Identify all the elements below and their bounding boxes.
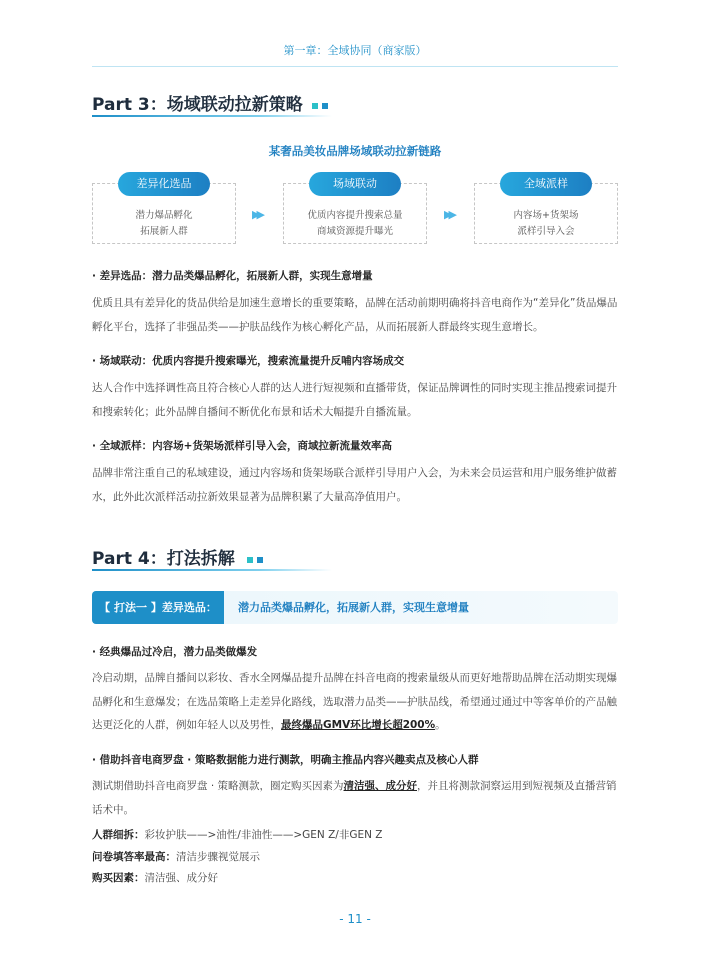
- paragraph-text: ，并且将测款洞察运用到短视频及直播营销话术中。: [92, 780, 617, 816]
- method-band-text: 潜力品类爆品孵化，拓展新人群，实现生意增量: [238, 601, 469, 614]
- fact-row: [92, 849, 260, 864]
- fact-row: [92, 827, 382, 842]
- fact-row: [92, 870, 218, 885]
- flow-arrow-icon: ▶▶: [252, 208, 261, 221]
- title-decor-square: [312, 103, 318, 109]
- title-decor-square: [247, 557, 253, 563]
- header-divider: [92, 66, 618, 67]
- paragraph-text: 冷启动期，品牌自播间以彩妆、香水全网爆品提升品牌在抖音电商的搜索量级从而更好地帮助品牌在活动期实现爆品孵化和生意爆发；在选品策略上走差异化路线，选取潜力品类——护肤品线，希望通过通过中等客单价的产品触达更泛化的人群，例如年轻人以及男性，: [92, 672, 617, 731]
- fact-key: 问卷填答率最高：: [92, 851, 176, 863]
- highlight-text: 清洁强、成分好: [343, 780, 418, 792]
- flow-step-tag: 全域派样: [500, 172, 592, 196]
- section-heading: · 借助抖音电商罗盘 · 策略数据能力进行测款，明确主推品内容兴趣卖点及核心人群: [92, 754, 479, 766]
- section-paragraph: [92, 667, 622, 738]
- title-decor-square: [257, 557, 263, 563]
- fact-value: 清洁步骤视觉展示: [176, 851, 260, 863]
- section-paragraph: 品牌非常注重自己的私域建设，通过内容场和货架场联合派样引导用户入会，为未来会员运营和用户服务维护做蓄水，此外此次派样活动拉新效果显著为品牌积累了大量高净值用户。: [92, 467, 617, 503]
- paragraph-text: 。: [435, 719, 446, 731]
- paragraph-text: 测试期借助抖音电商罗盘 · 策略测款，圈定购买因素为: [92, 780, 344, 792]
- part3-title: Part 3：场域联动拉新策略: [92, 95, 303, 115]
- fact-value: 清洁强、成分好: [144, 872, 218, 884]
- part4-title: Part 4：打法拆解: [92, 549, 235, 569]
- highlight-text: 最终爆品GMV环比增长超200%: [281, 719, 436, 731]
- part4-title-underline: [92, 569, 332, 571]
- section-paragraph: 优质且具有差异化的货品供给是加速生意增长的重要策略，品牌在活动前期明确将抖音电商作为“差异化”货品爆品孵化平台，选择了非强品类——护肤品线作为核心孵化产品，从而拓展新人群最终实现生意增长。: [92, 297, 618, 333]
- flow-step-line: 潜力爆品孵化: [135, 210, 193, 221]
- fact-key: 人群细拆：: [92, 829, 145, 841]
- flow-step-line: 内容场+货架场: [513, 210, 579, 221]
- section-paragraph: [92, 775, 622, 822]
- flow-arrow-icon: ▶▶: [444, 208, 453, 221]
- flow-step-line: 优质内容提升搜索总量: [307, 210, 403, 221]
- title-decor-square: [322, 103, 328, 109]
- section-heading: · 差异选品：潜力品类爆品孵化，拓展新人群，实现生意增量: [92, 270, 373, 282]
- section-heading: · 全域派样：内容场+货架场派样引导入会，商域拉新流量效率高: [92, 440, 392, 452]
- flow-diagram-title: 某奢品美妆品牌场域联动拉新链路: [268, 144, 442, 158]
- flow-step-tag: 场域联动: [309, 172, 401, 196]
- method-band-tag: 【 打法一 】差异选品：: [92, 591, 224, 624]
- page-number: - 11 -: [339, 912, 371, 926]
- section-heading: · 场域联动：优质内容提升搜索曝光，搜索流量提升反哺内容场成交: [92, 355, 405, 367]
- part3-title-underline: [92, 115, 332, 117]
- fact-key: 购买因素：: [92, 872, 145, 884]
- chapter-header: 第一章：全域协同（商家版）: [283, 44, 427, 57]
- section-heading: · 经典爆品过冷启，潜力品类做爆发: [92, 646, 258, 658]
- flow-step-line: 派样引导入会: [517, 226, 575, 237]
- fact-value: 彩妆护肤——>油性/非油性——>GEN Z/非GEN Z: [144, 829, 383, 841]
- flow-step-line: 拓展新人群: [140, 226, 188, 237]
- flow-step-line: 商域资源提升曝光: [316, 226, 393, 237]
- flow-step-tag: 差异化选品: [118, 172, 210, 196]
- section-paragraph: 达人合作中选择调性高且符合核心人群的达人进行短视频和直播带货，保证品牌调性的同时实现主推品搜索词提升和搜索转化；此外品牌自播间不断优化布景和话术大幅提升自播流量。: [92, 382, 617, 418]
